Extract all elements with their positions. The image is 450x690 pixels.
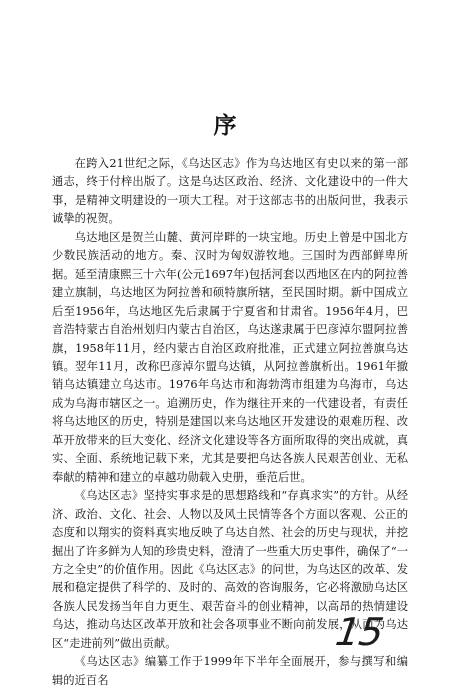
paragraph: 乌达地区是贺兰山麓、黄河岸畔的一块宝地。历史上曾是中国北方少数民族活动的地方。秦、汉时为匈奴游牧地。三国时为西部鲜卑所据。延至清康熙三十六年(公元1697年)包括河套以西地区在内的阿拉善建立旗制，乌达地区为阿拉善和硕特旗所辖，至民国时期。新中国成立后至1956年，乌达地区先后隶属于宁夏省和甘肃省。1956年4月，巴音浩特蒙古自治州划归内蒙古自治区，乌达遂隶属于巴彦淖尔盟阿拉善旗，1958年11月，经内蒙古自治区政府批准，正式建立阿拉善旗乌达镇。翌年11月，改称巴彦淖尔盟乌达镇，从阿拉善旗析出。1961年撤销乌达镇建立乌达市。1976年乌达市和海勃湾市组建为乌海市，乌达成为乌海市辖区之一。追溯历史，作为继往开来的一代建设者，有责任将乌达地区的历史，特别是建国以来乌达地区开发建设的艰难历程、改革开放带来的巨大变化、经济文化建设等各方面所取得的突出成就，真实、全面、系统地记载下来，尤其是要把乌达各族人民艰苦创业、无私奉献的精神和建立的卓越功勋载入史册，垂范后世。 (52, 230, 408, 484)
page-title: 序 (213, 112, 237, 139)
paragraph: 《乌达区志》编纂工作于1999年下半年全面展开，参与撰写和编辑的近百名 (52, 655, 408, 687)
paragraph: 《乌达区志》坚持实事求是的思想路线和“存真求实”的方针。从经济、政治、文化、社会、人物以及风土民情等各个方面以客观、公正的态度和以翔实的资料真实地反映了乌达自然、社会的历史与现状，并挖掘出了许多鲜为人知的珍贵史料，澄清了一些重大历史事件，确保了“一方之全史”的价值作用。因此《乌达区志》的问世，为乌达区的改革、发展和稳定提供了科学的、及时的、高效的咨询服务，它必将激励乌达区各族人民发扬当年自力更生、艰苦奋斗的创业精神，以高昂的热情建设乌达，推动乌达区改革开放和社会各项事业不断向前发展，从而为乌达区“走进前列”做出贡献。 (52, 489, 408, 650)
paragraph: 在跨入21世纪之际，《乌达区志》作为乌达地区有史以来的第一部通志，终于付梓出版了。这是乌达区政治、经济、文化建设中的一件大事，是精神文明建设的一项大工程。对于这部志书的出版问世，我表示诚挚的祝贺。 (52, 157, 408, 226)
handwritten-page-number: 15 (332, 610, 386, 654)
